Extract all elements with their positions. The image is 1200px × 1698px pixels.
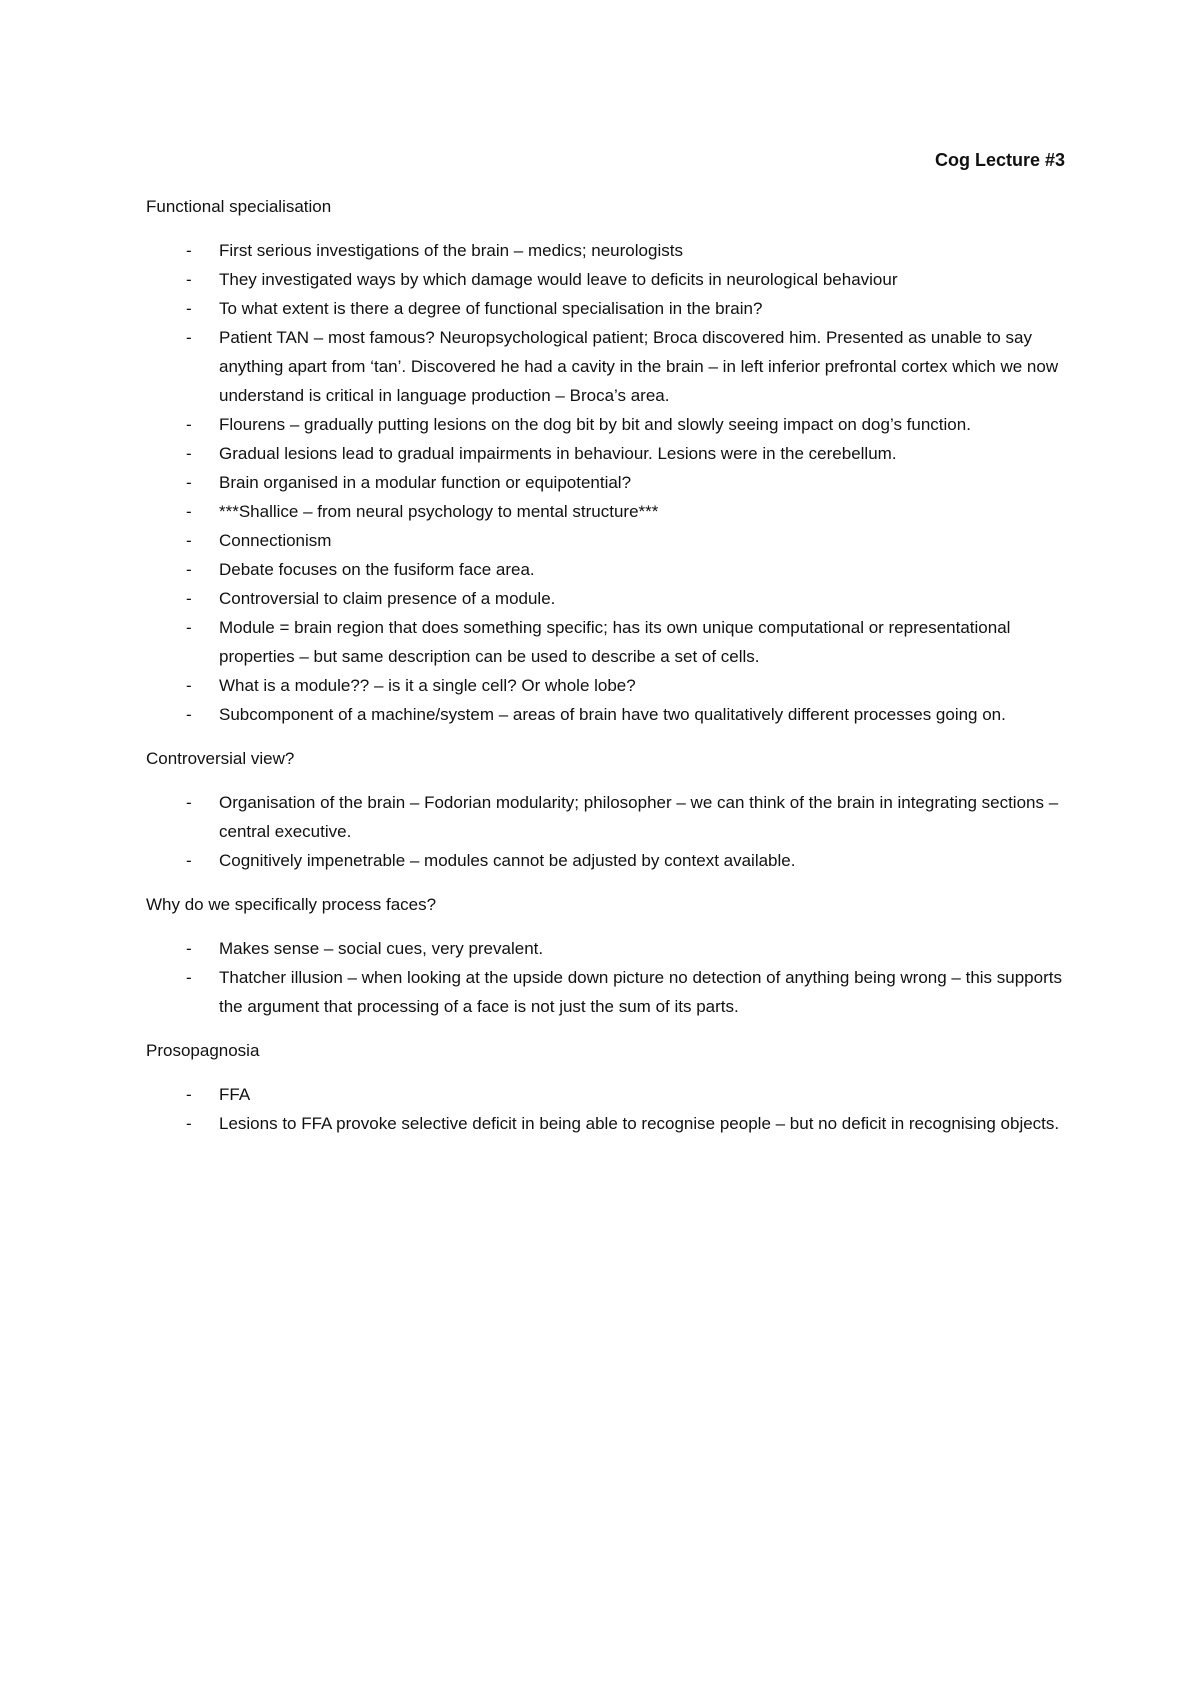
bullet-dash: - (186, 473, 192, 492)
bullet-dash: - (186, 241, 192, 260)
list-item: - Lesions to FFA provoke selective deficit in being able to recognise people – but no deficit in recognising objects. (146, 1109, 1064, 1138)
bullet-dash: - (186, 676, 192, 695)
bullet-dash: - (186, 299, 192, 318)
bullet-dash: - (186, 444, 192, 463)
list-item: - Connectionism (146, 526, 1064, 555)
bullet-dash: - (186, 270, 192, 289)
list-item: - First serious investigations of the brain – medics; neurologists (146, 236, 1064, 265)
list-item: - They investigated ways by which damage would leave to deficits in neurological behaviour (146, 265, 1064, 294)
bullet-dash: - (186, 1114, 192, 1133)
list-item: - What is a module?? – is it a single cell? Or whole lobe? (146, 671, 1064, 700)
list-item: - Brain organised in a modular function or equipotential? (146, 468, 1064, 497)
list-item: - Subcomponent of a machine/system – areas of brain have two qualitatively different processes going on. (146, 700, 1064, 729)
bullet-dash: - (186, 415, 192, 434)
bullet-dash: - (186, 793, 192, 812)
bullet-list-functional-specialisation (146, 236, 1064, 729)
list-item: - Thatcher illusion – when looking at the upside down picture no detection of anything being wrong – this supports the argument that processing of a face is not just the sum of its parts. (146, 963, 1064, 1021)
bullet-dash: - (186, 851, 192, 870)
bullet-dash: - (186, 502, 192, 521)
bullet-list-controversial-view (146, 788, 1064, 875)
list-item: - ***Shallice – from neural psychology to mental structure*** (146, 497, 1064, 526)
list-item: - Patient TAN – most famous? Neuropsychological patient; Broca discovered him. Presented as unable to say anything apart from ‘tan’. Discovered he had a cavity in the brain – in left inferior prefrontal cortex which we now understand is critical in language production – Broca’s area. (146, 323, 1064, 410)
bullet-dash: - (186, 1085, 192, 1104)
section-title-prosopagnosia: Prosopagnosia (146, 1041, 260, 1060)
list-item: - Cognitively impenetrable – modules cannot be adjusted by context available. (146, 846, 1064, 875)
list-item: - To what extent is there a degree of functional specialisation in the brain? (146, 294, 1064, 323)
bullet-list-prosopagnosia (146, 1080, 1064, 1138)
list-item: - Controversial to claim presence of a module. (146, 584, 1064, 613)
list-item: - Organisation of the brain – Fodorian modularity; philosopher – we can think of the brain in integrating sections – central executive. (146, 788, 1064, 846)
bullet-dash: - (186, 618, 192, 637)
list-item: - Gradual lesions lead to gradual impairments in behaviour. Lesions were in the cerebellum. (146, 439, 1064, 468)
bullet-dash: - (186, 531, 192, 550)
bullet-dash: - (186, 968, 192, 987)
bullet-dash: - (186, 939, 192, 958)
bullet-dash: - (186, 589, 192, 608)
bullet-dash: - (186, 560, 192, 579)
list-item: - Flourens – gradually putting lesions on the dog bit by bit and slowly seeing impact on dog’s function. (146, 410, 1064, 439)
section-title-controversial-view: Controversial view? (146, 749, 295, 768)
list-item: - Debate focuses on the fusiform face area. (146, 555, 1064, 584)
list-item: - FFA (146, 1080, 1064, 1109)
list-item: - Makes sense – social cues, very prevalent. (146, 934, 1064, 963)
bullet-list-faces (146, 934, 1064, 1021)
bullet-dash: - (186, 705, 192, 724)
document-body (146, 192, 1064, 1138)
bullet-dash: - (186, 328, 192, 347)
section-title-functional-specialisation: Functional specialisation (146, 197, 332, 216)
document-title: Cog Lecture #3 (934, 150, 1065, 170)
section-title-faces: Why do we specifically process faces? (146, 895, 437, 914)
list-item: - Module = brain region that does something specific; has its own unique computational or representational properties – but same description can be used to describe a set of cells. (146, 613, 1064, 671)
